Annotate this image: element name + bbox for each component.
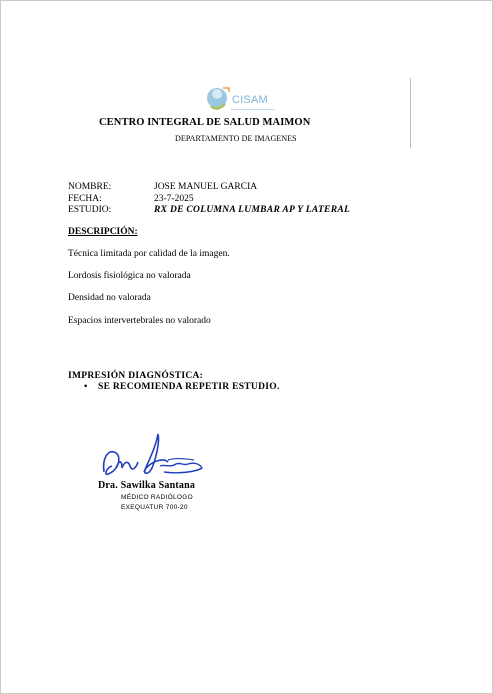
estudio-label: ESTUDIO: <box>68 205 112 215</box>
handwritten-signature <box>98 428 210 484</box>
signer-name: Dra. Sawilka Santana <box>98 480 196 491</box>
finding-item: Técnica limitada por calidad de la imagen. <box>68 249 230 259</box>
impression-item: • SE RECOMIENDA REPETIR ESTUDIO. <box>84 382 280 392</box>
description-title: DESCRIPCIÓN: <box>68 227 138 237</box>
field-row-fecha <box>68 194 350 206</box>
impression-list <box>84 382 280 392</box>
estudio-value: RX DE COLUMNA LUMBAR AP Y LATERAL <box>154 205 351 215</box>
header-divider <box>410 78 411 148</box>
finding-item: Lordosis fisiológica no valorada <box>68 271 191 281</box>
field-row-nombre <box>68 182 350 194</box>
logo-text: CISAM <box>232 94 268 106</box>
impression-title: IMPRESIÓN DIAGNÓSTICA: <box>68 371 204 381</box>
fecha-value: 23-7-2025 <box>154 193 194 204</box>
finding-item: Espacios intervertebrales no valorado <box>68 316 211 326</box>
finding-item: Densidad no valorada <box>68 293 151 303</box>
patient-info <box>68 182 350 217</box>
field-row-estudio <box>68 205 350 217</box>
fecha-label: FECHA: <box>68 193 102 204</box>
organization-name: CENTRO INTEGRAL DE SALUD MAIMON <box>99 117 311 128</box>
department-name: DEPARTAMENTO DE IMAGENES <box>175 134 297 143</box>
signer-role: MÉDICO RADIÓLOGO <box>121 494 193 501</box>
nombre-value: JOSE MANUEL GARCIA <box>154 182 258 192</box>
signer-exequatur: EXEQUATUR 700-20 <box>121 504 188 511</box>
nombre-label: NOMBRE: <box>68 182 112 192</box>
